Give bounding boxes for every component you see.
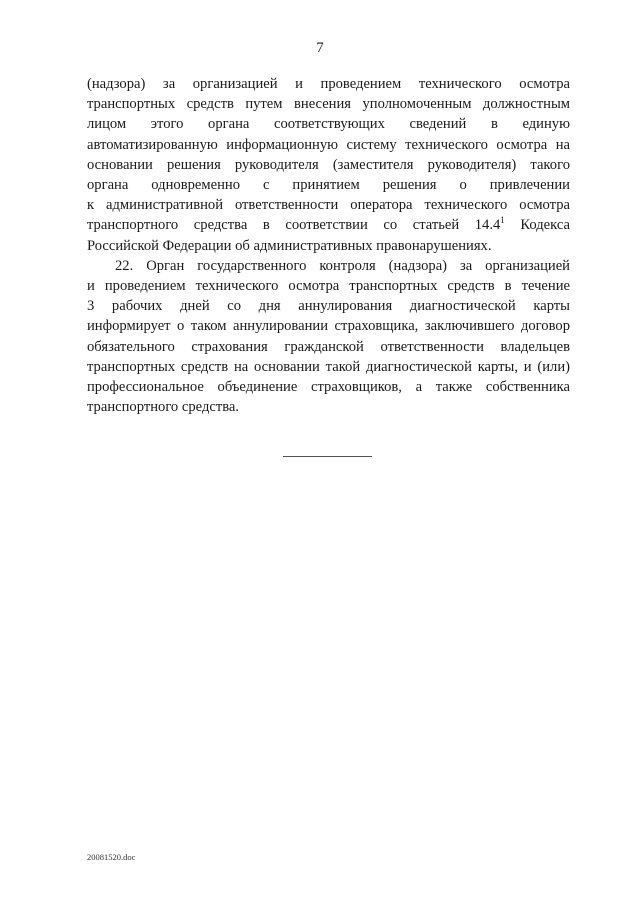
text-line: информирует о таком аннулировании страховщика, заключившего договор [87,318,570,335]
paragraph-22 [87,256,570,418]
text-line: органа одновременно с принятием решения о привлечении [87,177,570,194]
document-body [87,74,570,417]
paragraph-continuation [87,74,570,256]
text-line: лицом этого органа соответствующих сведений в единую [87,116,570,133]
text-line: обязательного страхования гражданской ответственности владельцев [87,338,570,355]
page-number: 7 [316,40,324,56]
text-line: транспортных средств путем внесения уполномоченным должностным [87,96,570,113]
text-line: 22. Орган государственного контроля (надзора) за организацией [115,257,570,274]
article-text-after: Кодекса [504,217,570,234]
end-of-document-divider [283,456,372,457]
article-superscript: 1 [500,215,505,226]
text-line: к административной ответственности оператора технического осмотра [87,197,570,214]
text-line: автоматизированную информационную систему технического осмотра на [87,136,570,153]
article-text: транспортного средства в соответствии со статьей 14.4 [87,217,501,234]
text-line: транспортных средств на основании такой диагностической карты, и (или) [87,358,570,375]
text-line: Российской Федерации об административных правонарушениях. [87,237,492,254]
text-line: основании решения руководителя (заместителя руководителя) такого [87,156,570,173]
text-line-article-reference [87,215,570,235]
text-line: профессиональное объединение страховщиков, а также собственника [87,379,570,396]
text-line: 3 рабочих дней со дня аннулирования диагностической карты [87,298,570,315]
text-line: (надзора) за организацией и проведением технического осмотра [87,76,570,92]
text-line: транспортного средства. [87,399,240,416]
footer-filename: 20081520.doc [87,852,136,862]
text-line: и проведением технического осмотра транспортных средств в течение [87,278,570,295]
